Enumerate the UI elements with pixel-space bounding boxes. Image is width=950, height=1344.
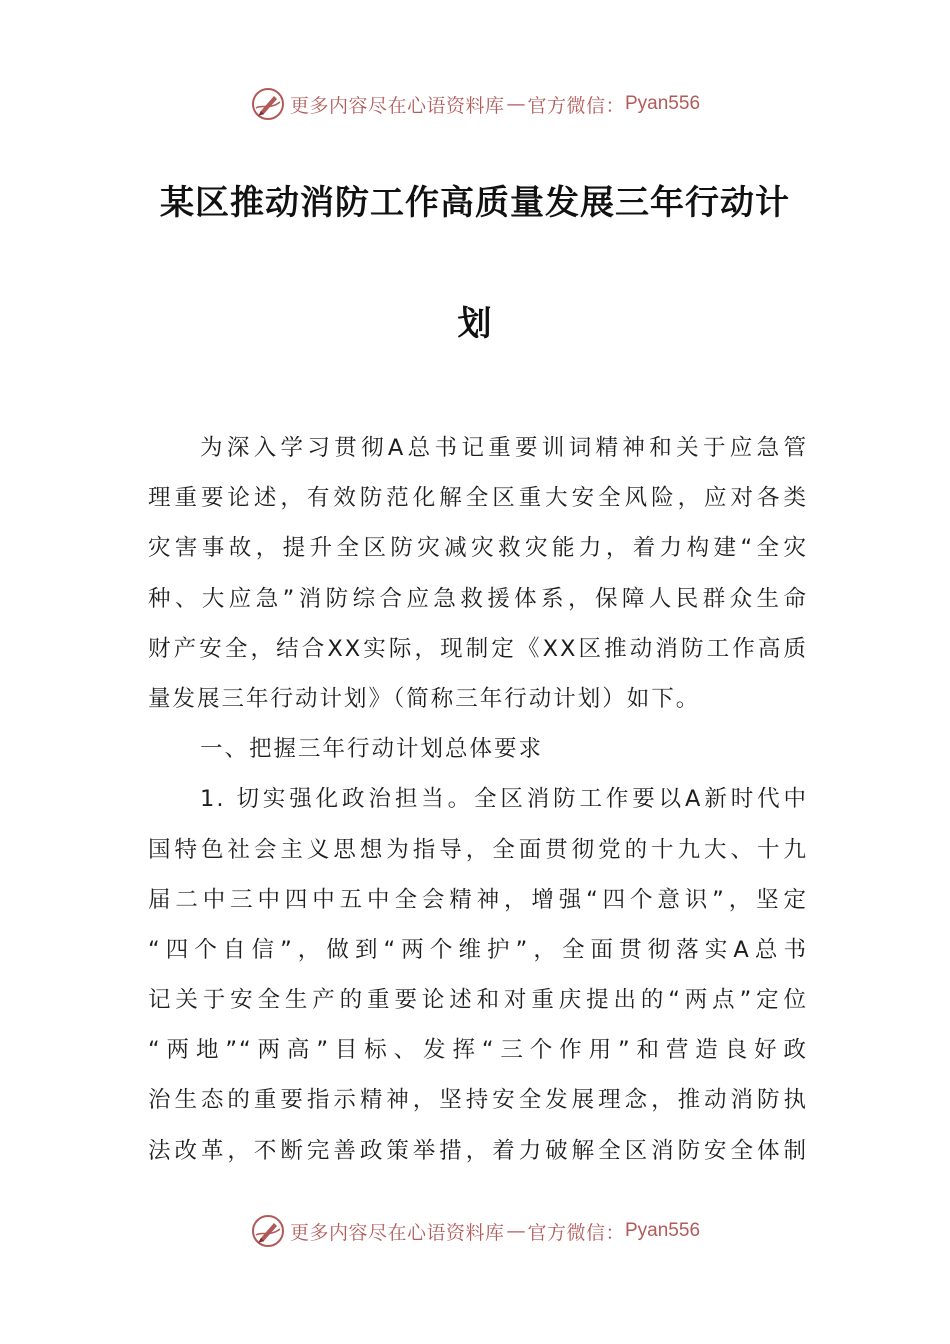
header-banner: [0, 84, 950, 124]
body-line: 国特色社会主义思想为指导，全面贯彻党的十九大、十九: [148, 836, 808, 863]
body-line: 为深入学习贯彻A总书记重要训词精神和关于应急管: [200, 435, 808, 461]
body-line: “四个自信”，做到“两个维护”，全面贯彻落实A总书: [148, 936, 808, 963]
banner-contact-id: Pyan556: [625, 1220, 701, 1241]
pen-logo-icon: [250, 86, 286, 122]
banner-text: 更多内容尽在心语资料库: [289, 1221, 505, 1244]
body-line: 届二中三中四中五中全会精神，增强“四个意识”，坚定: [148, 886, 808, 913]
banner-separator: —: [506, 1220, 526, 1242]
body-line: 种、大应急”消防综合应急救援体系，保障人民群众生命: [148, 585, 808, 612]
body-line: 1. 切实强化政治担当。全区消防工作要以A新时代中: [200, 786, 808, 813]
pen-logo-icon: [250, 1213, 286, 1249]
footer-banner: [0, 1211, 950, 1251]
banner-contact-label: 官方微信：: [527, 1221, 625, 1244]
body-line: 灾害事故，提升全区防灾减灾救灾能力，着力构建“全灾: [148, 535, 808, 562]
banner-contact-label: 官方微信：: [527, 94, 625, 117]
section-heading: 一、把握三年行动计划总体要求: [200, 736, 544, 763]
body-line: 记关于安全生产的重要论述和对重庆提出的“两点”定位: [148, 987, 808, 1014]
body-line: 理重要论述，有效防范化解全区重大安全风险，应对各类: [148, 485, 808, 512]
document-body: [148, 430, 808, 1183]
banner-text: 更多内容尽在心语资料库: [289, 94, 505, 117]
body-line: 治生态的重要指示精神，坚持安全发展理念，推动消防执: [148, 1087, 808, 1114]
body-line: “两地”“两高”目标、发挥“三个作用”和营造良好政: [148, 1037, 808, 1064]
banner-contact-id: Pyan556: [625, 93, 701, 114]
document-title-line-1: 某区推动消防工作高质量发展三年行动计: [160, 183, 790, 223]
body-line: 法改革，不断完善政策举措，着力破解全区消防安全体制: [148, 1137, 808, 1164]
body-line: 财产安全，结合XX实际，现制定《XX区推动消防工作高质: [148, 635, 808, 662]
body-line: 量发展三年行动计划》（简称三年行动计划）如下。: [148, 685, 701, 712]
banner-separator: —: [506, 93, 526, 115]
document-title-line-2: 划: [457, 304, 493, 344]
